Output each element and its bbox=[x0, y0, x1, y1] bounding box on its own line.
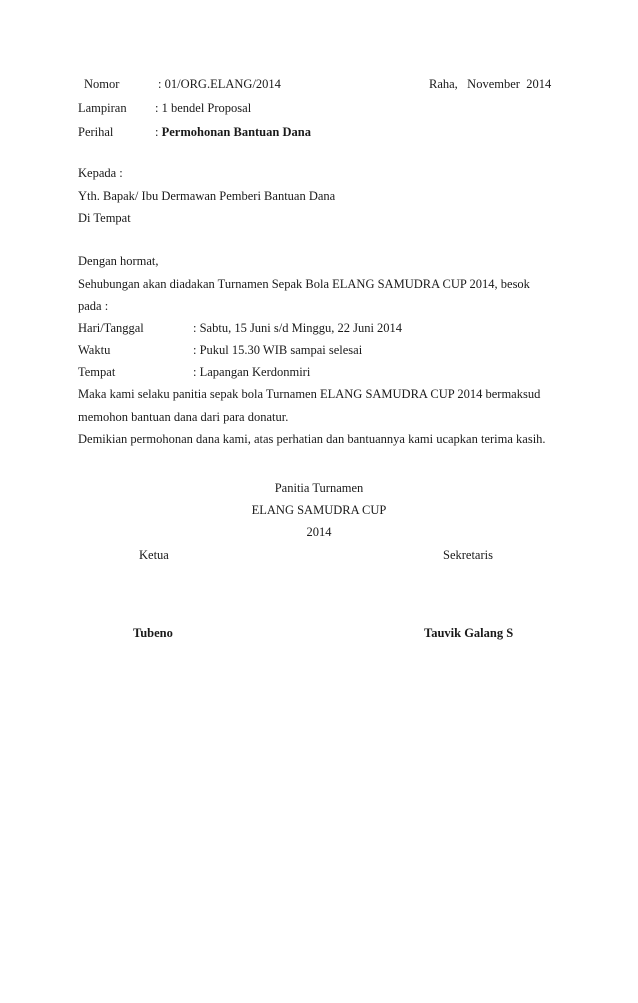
detail-label-date: Hari/Tanggal bbox=[78, 321, 144, 335]
detail-value-date: : Sabtu, 15 Juni s/d Minggu, 22 Juni 2014 bbox=[193, 321, 403, 335]
lampiran-label: Lampiran bbox=[78, 101, 127, 115]
greeting: Dengan hormat, bbox=[78, 254, 159, 268]
detail-value-time: : Pukul 15.30 WIB sampai selesai bbox=[193, 343, 363, 357]
perihal-colon: : bbox=[155, 125, 162, 139]
request-line-1: Maka kami selaku panitia sepak bola Turnamen ELANG SAMUDRA CUP 2014 bermaksud bbox=[78, 387, 541, 401]
committee-line-3: 2014 bbox=[306, 525, 332, 539]
nomor-value: : 01/ORG.ELANG/2014 bbox=[158, 77, 281, 91]
right-signatory: Tauvik Galang S bbox=[424, 626, 514, 640]
detail-value-place: : Lapangan Kerdonmiri bbox=[193, 365, 311, 379]
lampiran-value: : 1 bendel Proposal bbox=[155, 101, 252, 115]
perihal-line bbox=[155, 125, 311, 139]
nomor-label: Nomor bbox=[84, 77, 120, 91]
perihal-value: Permohonan Bantuan Dana bbox=[161, 125, 311, 139]
left-role: Ketua bbox=[139, 548, 169, 562]
detail-label-place: Tempat bbox=[78, 365, 116, 379]
place-date: Raha, November 2014 bbox=[429, 77, 552, 91]
detail-label-time: Waktu bbox=[78, 343, 111, 357]
right-role: Sekretaris bbox=[443, 548, 493, 562]
request-line-2: memohon bantuan dana dari para donatur. bbox=[78, 410, 289, 424]
recipient-name: Yth. Bapak/ Ibu Dermawan Pemberi Bantuan Dana bbox=[78, 189, 336, 203]
perihal-label: Perihal bbox=[78, 125, 114, 139]
committee-line-2: ELANG SAMUDRA CUP bbox=[251, 503, 387, 517]
closing-line: Demikian permohonan dana kami, atas perhatian dan bantuannya kami ucapkan terima kasih. bbox=[78, 432, 546, 446]
recipient-place: Di Tempat bbox=[78, 211, 131, 225]
intro-line-1: Sehubungan akan diadakan Turnamen Sepak Bola ELANG SAMUDRA CUP 2014, besok bbox=[78, 277, 530, 291]
kepada-label: Kepada : bbox=[78, 166, 123, 180]
left-signatory: Tubeno bbox=[133, 626, 173, 640]
intro-line-2: pada : bbox=[78, 299, 109, 313]
committee-line-1: Panitia Turnamen bbox=[274, 481, 364, 495]
